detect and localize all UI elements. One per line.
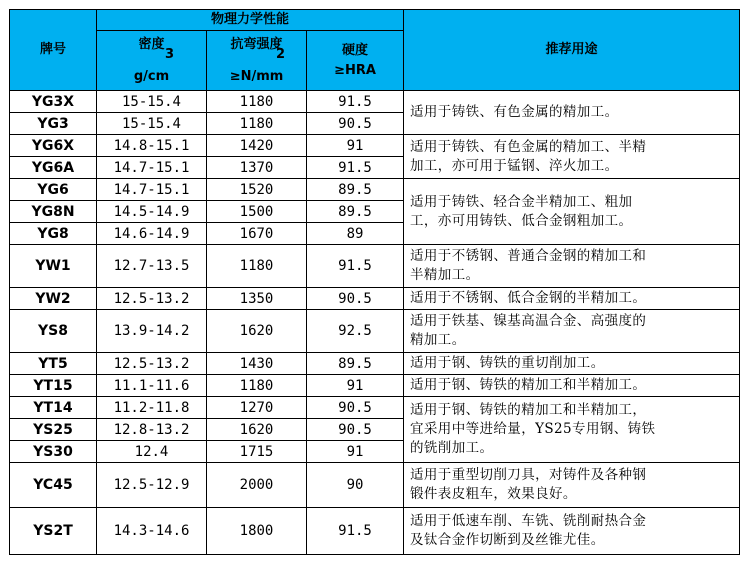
header-usage: 推荐用途 <box>404 10 740 91</box>
density-cell: 11.1-11.6 <box>97 375 207 397</box>
grade-cell: YG6 <box>10 179 97 201</box>
table-row <box>10 397 740 419</box>
density-cell: 12.5-13.2 <box>97 288 207 310</box>
header-strength-label: 抗弯强度 <box>230 36 283 52</box>
density-cell: 11.2-11.8 <box>97 397 207 419</box>
hardness-cell: 91.5 <box>307 508 404 555</box>
usage-cell <box>404 179 740 245</box>
hardness-cell: 89 <box>307 223 404 245</box>
usage-line: 及钛合金作切断到及丝锥尤佳。 <box>410 532 605 548</box>
carbide-grade-table <box>9 9 740 555</box>
hardness-cell: 91 <box>307 375 404 397</box>
table-row <box>10 463 740 508</box>
usage-line: 加工，亦可用于锰钢、淬火加工。 <box>410 157 619 174</box>
density-cell: 14.7-15.1 <box>97 179 207 201</box>
density-cell: 13.9-14.2 <box>97 310 207 353</box>
header-density-label: 密度 <box>138 36 165 52</box>
usage-line: 适用于铸铁、有色金属的精加工。 <box>410 104 619 120</box>
hardness-cell: 91 <box>307 441 404 463</box>
table-row <box>10 353 740 375</box>
grade-cell: YG6A <box>10 157 97 179</box>
table-row <box>10 375 740 397</box>
strength-cell: 2000 <box>207 463 307 508</box>
header-grade: 牌号 <box>10 10 97 91</box>
usage-line: 适用于重型切削刀具，对铸件及各种钢 <box>410 467 647 483</box>
header-hardness <box>307 31 404 91</box>
usage-line: 锻件表皮粗车，效果良好。 <box>410 486 577 502</box>
density-cell: 14.6-14.9 <box>97 223 207 245</box>
usage-line: 适用于铁基、镍基高温合金、高强度的 <box>410 313 647 329</box>
header-density-unit: g/cm <box>133 68 170 84</box>
grade-cell: YG3 <box>10 113 97 135</box>
hardness-cell: 90.5 <box>307 113 404 135</box>
grade-cell: YW1 <box>10 245 97 288</box>
grade-cell: YW2 <box>10 288 97 310</box>
usage-cell <box>404 397 740 463</box>
density-cell: 14.5-14.9 <box>97 201 207 223</box>
header-strength-unit: ≥N/mm <box>229 68 284 84</box>
hardness-cell: 90.5 <box>307 419 404 441</box>
usage-line: 适用于不锈钢、普通合金钢的精加工和 <box>410 248 647 264</box>
hardness-cell: 91.5 <box>307 157 404 179</box>
usage-cell <box>404 508 740 555</box>
grade-cell: YS25 <box>10 419 97 441</box>
density-cell: 14.8-15.1 <box>97 135 207 157</box>
usage-line: 精加工。 <box>410 332 466 348</box>
density-cell: 15-15.4 <box>97 91 207 113</box>
density-cell: 12.7-13.5 <box>97 245 207 288</box>
usage-cell <box>404 245 740 288</box>
strength-cell: 1715 <box>207 441 307 463</box>
grade-cell: YG8N <box>10 201 97 223</box>
usage-line: 适用于钢、铸铁的精加工和半精加工， <box>410 402 647 418</box>
hardness-cell: 89.5 <box>307 179 404 201</box>
usage-line: 适用于低速车削、车铣、铣削耐热合金 <box>410 513 647 529</box>
usage-cell <box>404 135 740 179</box>
strength-cell: 1370 <box>207 157 307 179</box>
usage-line: 宜采用中等进给量，YS25专用钢、铸铁 <box>410 421 656 437</box>
strength-cell: 1620 <box>207 310 307 353</box>
table-row <box>10 288 740 310</box>
grade-cell: YG3X <box>10 91 97 113</box>
usage-line: 半精加工。 <box>410 267 480 283</box>
grade-cell: YT15 <box>10 375 97 397</box>
usage-line: 适用于铸铁、轻合金半精加工、粗加 <box>410 193 633 210</box>
grade-cell: YT5 <box>10 353 97 375</box>
hardness-cell: 91.5 <box>307 91 404 113</box>
density-cell: 12.8-13.2 <box>97 419 207 441</box>
header-density <box>97 31 207 91</box>
usage-cell <box>404 463 740 508</box>
usage-cell <box>404 375 740 397</box>
strength-cell: 1670 <box>207 223 307 245</box>
density-cell: 14.3-14.6 <box>97 508 207 555</box>
hardness-cell: 90.5 <box>307 288 404 310</box>
hardness-cell: 92.5 <box>307 310 404 353</box>
strength-cell: 1180 <box>207 91 307 113</box>
grade-cell: YT14 <box>10 397 97 419</box>
density-cell: 14.7-15.1 <box>97 157 207 179</box>
usage-cell <box>404 91 740 135</box>
strength-cell: 1420 <box>207 135 307 157</box>
density-cell: 15-15.4 <box>97 113 207 135</box>
usage-line: 工，亦可用铸铁、低合金钢粗加工。 <box>410 212 633 229</box>
usage-line: 适用于铸铁、有色金属的精加工、半精 <box>410 138 647 155</box>
usage-line: 适用于不锈钢、低合金钢的半精加工。 <box>410 290 647 306</box>
strength-cell: 1180 <box>207 113 307 135</box>
table-row <box>10 245 740 288</box>
header-physical-properties: 物理力学性能 <box>97 10 404 31</box>
usage-line: 的铣削加工。 <box>410 440 494 456</box>
density-cell: 12.5-13.2 <box>97 353 207 375</box>
table-row <box>10 179 740 201</box>
hardness-cell: 89.5 <box>307 201 404 223</box>
grade-cell: YS8 <box>10 310 97 353</box>
hardness-cell: 90 <box>307 463 404 508</box>
density-cell: 12.5-12.9 <box>97 463 207 508</box>
strength-cell: 1180 <box>207 245 307 288</box>
grade-cell: YG8 <box>10 223 97 245</box>
strength-cell: 1270 <box>207 397 307 419</box>
strength-cell: 1620 <box>207 419 307 441</box>
grade-cell: YS30 <box>10 441 97 463</box>
hardness-cell: 89.5 <box>307 353 404 375</box>
strength-cell: 1800 <box>207 508 307 555</box>
strength-cell: 1520 <box>207 179 307 201</box>
table-wrapper <box>9 9 740 555</box>
usage-cell <box>404 353 740 375</box>
usage-line: 适用于钢、铸铁的精加工和半精加工。 <box>410 377 647 393</box>
grade-cell: YS2T <box>10 508 97 555</box>
hardness-cell: 91 <box>307 135 404 157</box>
header-hardness-label: 硬度 <box>341 42 368 58</box>
usage-cell <box>404 288 740 310</box>
strength-cell: 1430 <box>207 353 307 375</box>
strength-cell: 1350 <box>207 288 307 310</box>
strength-cell: 1500 <box>207 201 307 223</box>
usage-cell <box>404 310 740 353</box>
header-density-exponent: 3 <box>164 46 175 62</box>
grade-cell: YG6X <box>10 135 97 157</box>
density-cell: 12.4 <box>97 441 207 463</box>
table-row <box>10 135 740 157</box>
strength-cell: 1180 <box>207 375 307 397</box>
table-row <box>10 508 740 555</box>
header-strength <box>207 31 307 91</box>
hardness-cell: 90.5 <box>307 397 404 419</box>
hardness-cell: 91.5 <box>307 245 404 288</box>
header-hardness-unit: ≥HRA <box>334 62 376 78</box>
header-strength-exponent: 2 <box>275 46 286 62</box>
usage-line: 适用于钢、铸铁的重切削加工。 <box>410 355 605 371</box>
grade-cell: YC45 <box>10 463 97 508</box>
table-row <box>10 310 740 353</box>
table-row <box>10 91 740 113</box>
